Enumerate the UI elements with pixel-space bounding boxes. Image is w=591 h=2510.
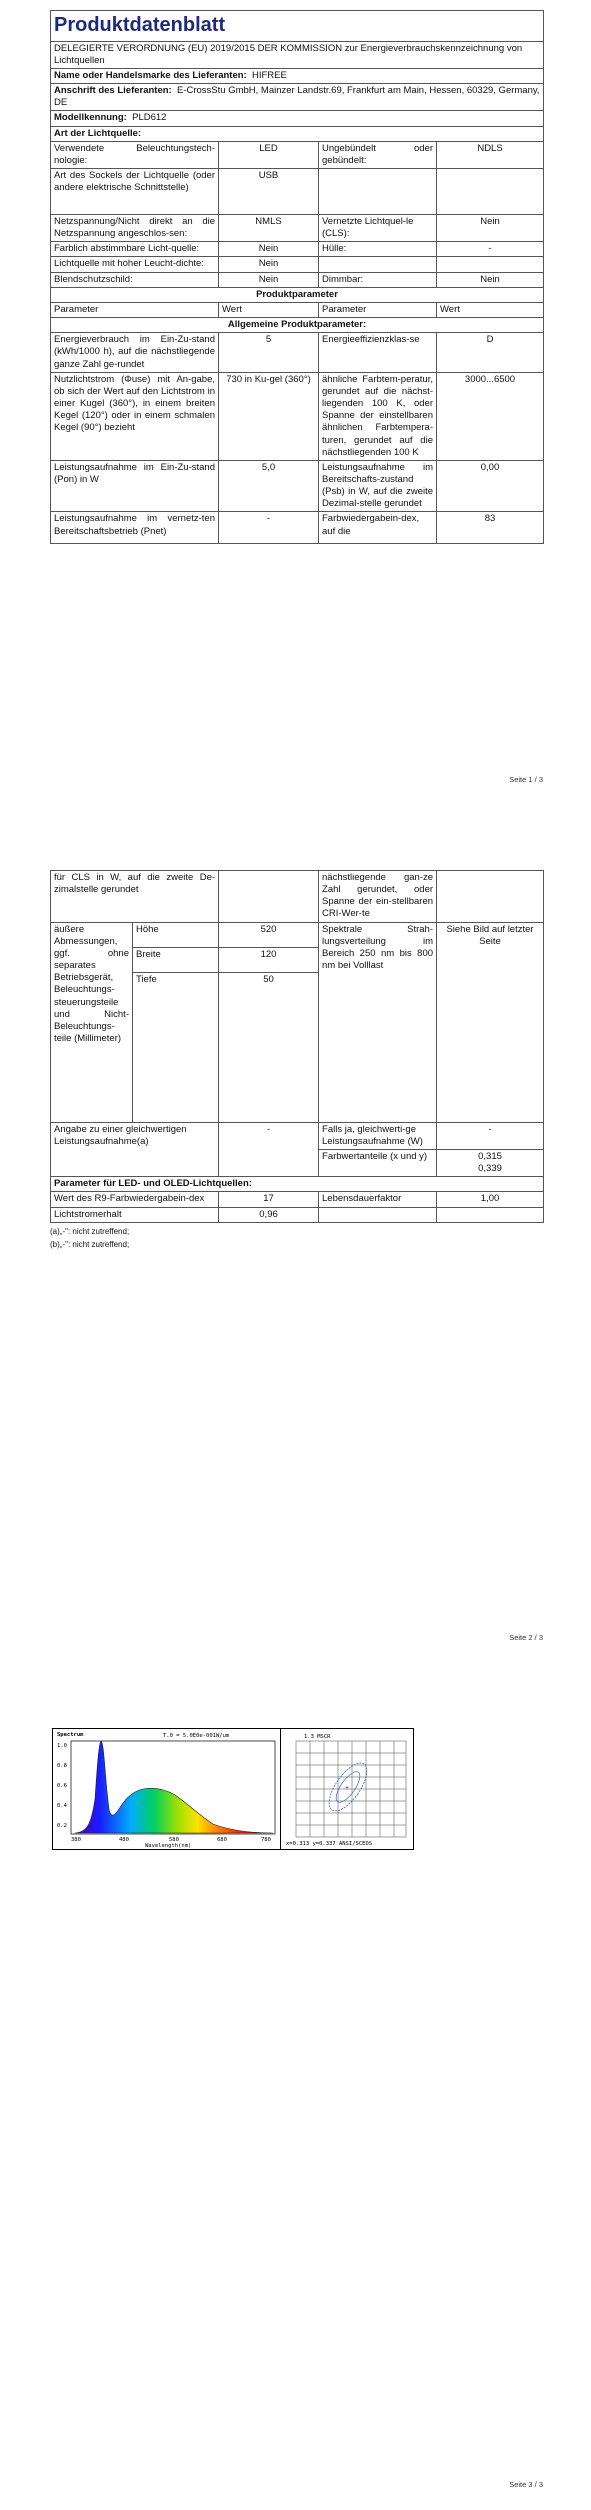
- svg-text:0.6: 0.6: [57, 1783, 67, 1789]
- supplier-name-row: Name oder Handelsmarke des Lieferanten: HIFREE: [51, 68, 544, 83]
- cie-title: 1.3 MSCR: [304, 1734, 331, 1740]
- regulation-text: DELEGIERTE VERORDNUNG (EU) 2019/2015 DER KOMMISSION zur Energieverbrauchskennzeichnung von Lichtquellen: [51, 41, 544, 68]
- spectrum-ylabel: Spectrum: [57, 1732, 84, 1738]
- svg-text:0.4: 0.4: [57, 1803, 67, 1809]
- page-number: Seite 2 / 3: [509, 1633, 543, 1642]
- cie-diagram: [282, 1729, 414, 1849]
- datasheet-table-1: [50, 10, 543, 544]
- spectrum-legend: T.0 = 5.0E0e-001W/um: [163, 1733, 230, 1739]
- table-row: Netzspannung/Nicht direkt an die Netzspannung angeschlos-sen: NMLS Vernetzte Lichtquel-le (CLS): Nein: [51, 215, 544, 242]
- table-row: für CLS in W, auf die zweite De-zimalstelle gerundet nächstliegende gan-ze Zahl gerundet, oder Spanne der ein-stellbaren CRI-Wer-te: [51, 871, 544, 923]
- spectrum-curve: [75, 1741, 273, 1833]
- datasheet-table-2: für CLS in W, auf die zweite De-zimalstelle gerundet nächstliegende gan-ze Zahl gerundet, oder Spanne der ein-stellbaren CRI-Wer-te äußere Abmessungen, ggf. ohne separates Betriebsgerät, Beleuchtungs-steuerungsteile und Nicht-Beleuchtungs-teile (Millimeter) Höhe 520 Spektrale Strah-lungsverteilung im Bereich 250 nm bis 800 nm bei Volllast Siehe Bild auf letzter Seite Breite 120 Tiefe 50 Angabe zu einer gleichwertigen Leistungsaufnahme(a) - Falls ja, gleichwerti-ge Leistungsaufnahme (W) - Farbwertanteile (x und y) 0,315 0,339 Parameter für LED- und OLED-Lichtquellen: Wert des R9-Farbwiedergabein-dex 17 Lebensdauerfaktor 1,00 Lichtstromerhalt 0,96 (a)„-": nicht zutreffend; (b)„-": nicht zutreffend;: [50, 870, 543, 1251]
- light-type-heading: Art der Lichtquelle:: [51, 126, 544, 141]
- column-headers: Parameter Wert Parameter Wert: [51, 302, 544, 317]
- svg-text:1.0: 1.0: [57, 1743, 67, 1749]
- table-row: Verwendete Beleuchtungstech-nologie: LED Ungebündelt oder gebündelt: NDLS: [51, 141, 544, 168]
- svg-text:780: 780: [261, 1837, 271, 1843]
- table-row: Blendschutzschild: Nein Dimmbar: Nein: [51, 272, 544, 287]
- page-number: Seite 3 / 3: [509, 2480, 543, 2489]
- product-params-heading: Produktparameter: [51, 287, 544, 302]
- model-row: Modellkennung: PLD612: [51, 111, 544, 126]
- page-title: Produktdatenblatt: [51, 11, 544, 42]
- spectral-distribution-chart: [53, 1729, 281, 1849]
- general-params-heading: Allgemeine Produktparameter:: [51, 318, 544, 333]
- measurement-point-icon: +: [345, 1785, 350, 1792]
- page-2: [0, 840, 591, 1650]
- table-row: Farbwertanteile (x und y) 0,315 0,339: [51, 1149, 544, 1176]
- spectrum-figure: [52, 1728, 414, 1850]
- table-row: Nutzlichtstrom (Φuse) mit An-gabe, ob sich der Wert auf den Lichtstrom in einer Kugel (360°), in einem breiten Kegel (120°) oder in einem schmalen Kegel (90°) bezieht 730 in Ku-gel (360°) ähnliche Farbtem-peratur, gerundet auf die nächst-liegenden 100 K, oder Spanne der einstellbaren ähnlichen Farbtempera-turen, gerundet auf die nächstliegenden 100 K 3000...6500: [51, 372, 544, 460]
- page-3: [0, 1690, 591, 2510]
- svg-text:0.8: 0.8: [57, 1763, 67, 1769]
- table-row: Angabe zu einer gleichwertigen Leistungsaufnahme(a) - Falls ja, gleichwerti-ge Leistungsaufnahme (W) -: [51, 1122, 544, 1149]
- table-row: Farblich abstimmbare Licht-quelle: Nein Hülle: -: [51, 242, 544, 257]
- table-row: Art des Sockels der Lichtquelle (oder andere elektrische Schnittstelle) USB: [51, 169, 544, 215]
- svg-text:680: 680: [217, 1837, 227, 1843]
- table-row: Lichtstromerhalt 0,96: [51, 1207, 544, 1222]
- svg-text:480: 480: [119, 1837, 129, 1843]
- table-row: Lichtquelle mit hoher Leucht-dichte: Nein: [51, 257, 544, 272]
- page-number: Seite 1 / 3: [509, 775, 543, 784]
- table-row: Leistungsaufnahme im Ein-Zu-stand (Pon) in W 5,0 Leistungsaufnahme im Bereitschafts-zustand (Psb) in W, auf die zweite Dezimal-stelle gerundet 0,00: [51, 460, 544, 512]
- svg-text:0.2: 0.2: [57, 1823, 67, 1829]
- cie-footer: x=0.313 y=0.337 ANSI/SCEDS: [286, 1841, 373, 1847]
- cie-grid: [296, 1741, 406, 1837]
- table-row: Leistungsaufnahme im vernetz-ten Bereitschaftsbetrieb (Pnet) - Farbwiedergabein-dex, auf die 83: [51, 512, 544, 544]
- y-ticks: [57, 1743, 68, 1829]
- spectrum-xlabel: Wavelength(nm): [145, 1843, 192, 1849]
- dimensions-row: äußere Abmessungen, ggf. ohne separates Betriebsgerät, Beleuchtungs-steuerungsteile und Nicht-Beleuchtungs-teile (Millimeter) Höhe 520 Spektrale Strah-lungsverteilung im Bereich 250 nm bis 800 nm bei Volllast Siehe Bild auf letzter Seite: [51, 922, 544, 947]
- led-params-heading: Parameter für LED- und OLED-Lichtquellen:: [51, 1177, 544, 1192]
- svg-text:380: 380: [71, 1837, 81, 1843]
- table-row: Energieverbrauch im Ein-Zu-stand (kWh/1000 h), auf die nächstliegende ganze Zahl ge-rundet 5 Energieeffizienzklas-se D: [51, 333, 544, 372]
- supplier-address-row: Anschrift des Lieferanten: E-CrossStu GmbH, Mainzer Landstr.69, Frankfurt am Main, Hessen, 60329, Germany, DE: [51, 84, 544, 111]
- table-row: Wert des R9-Farbwiedergabein-dex 17 Lebensdauerfaktor 1,00: [51, 1192, 544, 1207]
- footnotes: (a)„-": nicht zutreffend; (b)„-": nicht zutreffend;: [50, 1226, 130, 1249]
- svg-text:580: 580: [169, 1837, 179, 1843]
- page-1: [0, 0, 591, 790]
